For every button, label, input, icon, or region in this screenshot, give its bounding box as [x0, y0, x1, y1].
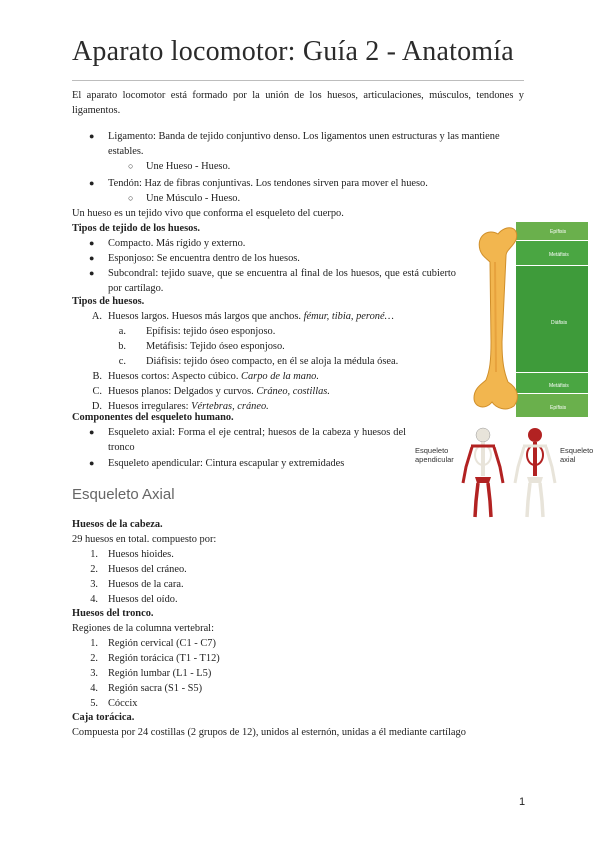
cabeza-heading: Huesos de la cabeza.	[72, 519, 163, 530]
section-heading-axial: Esqueleto Axial	[72, 486, 175, 503]
bullet: ●	[89, 178, 95, 188]
tejido-item: Esponjoso: Se encuentra dentro de los huesos.	[108, 253, 300, 264]
tendon-item: Tendón: Haz de fibras conjuntivas. Los tendones sirven para mover el hueso.	[108, 178, 428, 189]
tipo-subitem: Epífisis: tejido óseo esponjoso.	[146, 326, 276, 337]
tipo-item: Huesos cortos: Aspecto cúbico. Carpo de la mano.	[108, 371, 319, 382]
bone-label: Epífisis	[550, 405, 567, 411]
bullet: ●	[89, 131, 95, 141]
bone-label: Metáfisis	[549, 383, 569, 389]
list-marker: A.	[91, 311, 102, 322]
tronco-item: Región cervical (C1 - C7)	[108, 638, 216, 649]
page-number: 1	[519, 796, 526, 808]
list-marker: B.	[92, 371, 102, 382]
tronco-item: Región torácica (T1 - T12)	[108, 653, 220, 664]
list-marker: b.	[118, 341, 126, 352]
page-title: Aparato locomotor: Guía 2 - Anatomía	[72, 36, 514, 67]
list-marker: 2.	[90, 653, 98, 664]
ligamento-sub: Une Hueso - Hueso.	[146, 161, 231, 172]
long-bone-figure	[466, 222, 588, 417]
list-marker: 3.	[90, 668, 98, 679]
list-marker: D.	[91, 401, 102, 412]
tronco-heading: Huesos del tronco.	[72, 608, 154, 619]
skeleton-apendicular	[463, 428, 503, 517]
tronco-item: Región sacra (S1 - S5)	[108, 683, 203, 694]
cabeza-item: Huesos de la cara.	[108, 579, 184, 590]
tipo-item: Huesos planos: Delgados y curvos. Cráneo, costillas.	[108, 386, 330, 397]
bone-label: Diáfisis	[551, 320, 568, 326]
list-marker: 2.	[90, 564, 98, 575]
skeleton-figure	[455, 425, 565, 520]
tendon-sub: Une Músculo - Hueso.	[146, 193, 241, 204]
cabeza-item: Huesos del cráneo.	[108, 564, 187, 575]
caja-heading: Caja torácica.	[72, 712, 135, 723]
bullet: ●	[89, 268, 95, 278]
caja-text: Compuesta por 24 costillas (2 grupos de 12), unidos al esternón, unidas a él mediante cartílago	[72, 727, 466, 738]
cabeza-item: Huesos hioides.	[108, 549, 174, 560]
componentes-heading: Componentes del esqueleto humano.	[72, 412, 234, 423]
skeleton-label-apendicular: Esqueleto apendicular	[415, 446, 454, 464]
list-marker: 1.	[90, 549, 98, 560]
cabeza-item: Huesos del oído.	[108, 594, 178, 605]
diaphysis-band	[516, 266, 588, 372]
bullet: ●	[89, 427, 95, 437]
bone-label: Epífisis	[550, 229, 567, 235]
list-marker: 3.	[90, 579, 98, 590]
bullet: ●	[89, 458, 95, 468]
list-marker: c.	[118, 356, 126, 367]
bone-label: Metáfisis	[549, 252, 569, 258]
hueso-definition: Un hueso es un tejido vivo que conforma el esqueleto del cuerpo.	[72, 208, 344, 219]
skeleton-axial	[515, 428, 555, 517]
list-marker: 4.	[90, 683, 98, 694]
tipos-heading: Tipos de huesos.	[72, 296, 145, 307]
tipo-item: Huesos irregulares: Vértebras, cráneo.	[108, 401, 269, 412]
list-marker: 5.	[90, 698, 98, 709]
tronco-item: Cóccix	[108, 698, 138, 709]
componentes-item: Esqueleto apendicular: Cintura escapular y extremidades	[108, 458, 345, 469]
title-divider	[72, 80, 524, 81]
tejido-item: Subcondral: tejido suave, que se encuentra al final de los huesos, que está cubierto por cartílago.	[108, 268, 456, 294]
skeleton-label-axial: Esqueleto axial	[560, 446, 594, 464]
tipo-item: Huesos largos. Huesos más largos que anchos. fémur, tibia, peroné…	[108, 311, 394, 322]
intro-paragraph: El aparato locomotor está formado por la unión de los huesos, articulaciones, músculos, tendones y ligamentos.	[72, 90, 524, 116]
ligamento-item: Ligamento: Banda de tejido conjuntivo denso. Los ligamentos unen estructuras y las mantiene estables.	[108, 131, 500, 157]
list-marker: a.	[118, 326, 126, 337]
bullet: ●	[89, 238, 95, 248]
list-marker: 4.	[90, 594, 98, 605]
tronco-intro: Regiones de la columna vertebral:	[72, 623, 214, 634]
tipo-subitem: Metáfisis: Tejido óseo esponjoso.	[146, 341, 285, 352]
hollow-bullet: ○	[128, 161, 134, 171]
list-marker: 1.	[90, 638, 98, 649]
bullet: ●	[89, 253, 95, 263]
cabeza-intro: 29 huesos en total. compuesto por:	[72, 534, 217, 545]
tipo-subitem: Diáfisis: tejido óseo compacto, en él se aloja la médula ósea.	[146, 356, 399, 367]
tronco-item: Región lumbar (L1 - L5)	[108, 668, 212, 679]
componentes-item: Esqueleto axial: Forma el eje central; huesos de la cabeza y huesos del tronco	[108, 427, 406, 453]
tejido-heading: Tipos de tejido de los huesos.	[72, 223, 200, 234]
hollow-bullet: ○	[128, 193, 134, 203]
tejido-item: Compacto. Más rígido y externo.	[108, 238, 246, 249]
list-marker: C.	[92, 386, 102, 397]
